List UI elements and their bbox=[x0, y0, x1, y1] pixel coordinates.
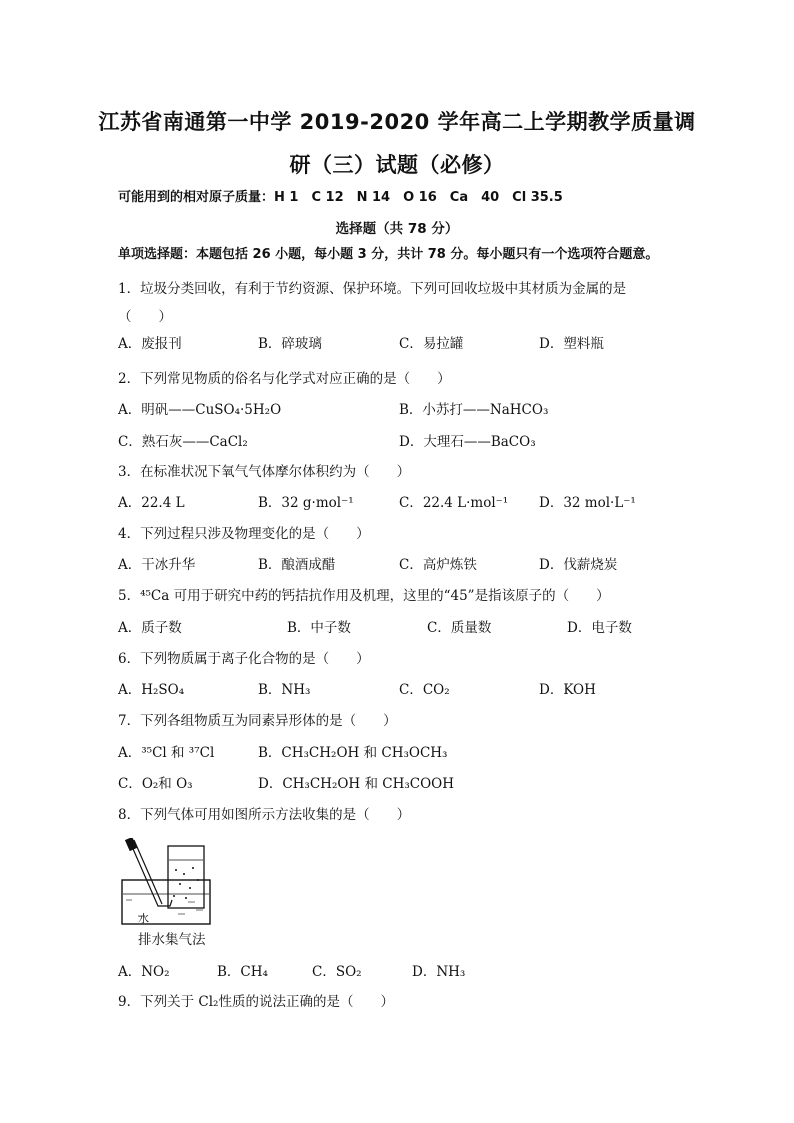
q3-option-d: D．32 mol·L⁻¹ bbox=[539, 495, 636, 511]
q8-option-a: A．NO₂ bbox=[118, 964, 170, 980]
q1-option-a: A．废报刊 bbox=[118, 336, 182, 352]
q1-option-c: C．易拉罐 bbox=[399, 336, 464, 352]
q7-option-d: D．CH₃CH₂OH 和 CH₃COOH bbox=[258, 776, 455, 792]
atomic-masses: 可能用到的相对原子质量：H 1 C 12 N 14 O 16 Ca 40 Cl 35.5 bbox=[118, 190, 563, 205]
q8-option-d: D．NH₃ bbox=[412, 964, 466, 980]
q2-option-c: C．熟石灰——CaCl₂ bbox=[118, 434, 248, 450]
q6-stem: 6．下列物质属于离子化合物的是（ ） bbox=[118, 651, 370, 667]
q4-option-c: C．高炉炼铁 bbox=[399, 557, 477, 573]
q5-option-c: C．质量数 bbox=[427, 620, 492, 636]
q4-option-b: B．酿酒成醋 bbox=[258, 557, 336, 573]
q7-stem: 7．下列各组物质互为同素异形体的是（ ） bbox=[118, 713, 397, 729]
q8-option-b: B．CH₄ bbox=[217, 964, 268, 980]
title-line-2: 研（三）试题（必修） bbox=[289, 153, 505, 177]
q7-option-b: B．CH₃CH₂OH 和 CH₃OCH₃ bbox=[258, 745, 448, 761]
instructions: 单项选择题：本题包括 26 小题，每小题 3 分，共计 78 分。每小题只有一个选项符合题意。 bbox=[118, 247, 659, 262]
q5-option-b: B．中子数 bbox=[287, 620, 351, 636]
q6-option-a: A．H₂SO₄ bbox=[118, 682, 185, 698]
title-line-1: 江苏省南通第一中学 2019-2020 学年高二上学期教学质量调 bbox=[98, 110, 696, 134]
q3-stem: 3．在标准状况下氧气气体摩尔体积约为（ ） bbox=[118, 464, 411, 480]
q2-option-b: B．小苏打——NaHCO₃ bbox=[399, 402, 549, 418]
q7-option-a: A．³⁵Cl 和 ³⁷Cl bbox=[118, 745, 215, 761]
q8-option-c: C．SO₂ bbox=[312, 964, 362, 980]
q2-stem: 2．下列常见物质的俗名与化学式对应正确的是（ ） bbox=[118, 371, 451, 387]
q1-option-b: B．碎玻璃 bbox=[258, 336, 322, 352]
water-label: 水 bbox=[138, 912, 149, 925]
q4-option-d: D．伐薪烧炭 bbox=[539, 557, 618, 573]
q5-option-d: D．电子数 bbox=[567, 620, 632, 636]
q6-option-d: D．KOH bbox=[539, 682, 596, 698]
q1-option-d: D．塑料瓶 bbox=[539, 336, 604, 352]
q3-option-c: C．22.4 L·mol⁻¹ bbox=[399, 495, 509, 511]
q5-stem: 5．⁴⁵Ca 可用于研究中药的钙拮抗作用及机理，这里的“45”是指该原子的（ ） bbox=[118, 588, 610, 604]
q1-paren: （ ） bbox=[118, 309, 172, 325]
q4-option-a: A．干冰升华 bbox=[118, 557, 196, 573]
q2-option-d: D．大理石——BaCO₃ bbox=[399, 434, 536, 450]
q1-stem: 1．垃圾分类回收，有利于节约资源、保护环境。下列可回收垃圾中其材质为金属的是 bbox=[118, 281, 627, 297]
q2-option-a: A．明矾——CuSO₄·5H₂O bbox=[118, 402, 282, 418]
q3-option-b: B．32 g·mol⁻¹ bbox=[258, 495, 354, 511]
q3-option-a: A．22.4 L bbox=[118, 495, 185, 511]
q9-stem: 9．下列关于 Cl₂性质的说法正确的是（ ） bbox=[118, 994, 394, 1010]
q7-option-c: C．O₂和 O₃ bbox=[118, 776, 193, 792]
q4-stem: 4．下列过程只涉及物理变化的是（ ） bbox=[118, 526, 370, 542]
figure-caption: 排水集气法 bbox=[138, 932, 206, 948]
q6-option-c: C．CO₂ bbox=[399, 682, 450, 698]
section-heading: 选择题（共 78 分） bbox=[335, 221, 459, 237]
q5-option-a: A．质子数 bbox=[118, 620, 182, 636]
q6-option-b: B．NH₃ bbox=[258, 682, 311, 698]
q8-stem: 8．下列气体可用如图所示方法收集的是（ ） bbox=[118, 807, 411, 823]
